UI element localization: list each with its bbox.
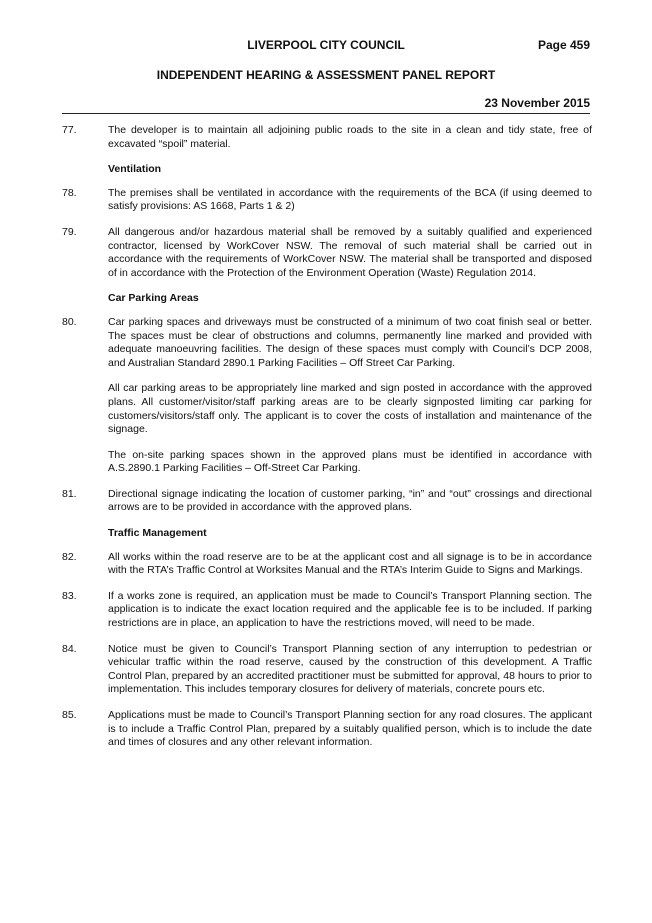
council-name: LIVERPOOL CITY COUNCIL <box>247 38 405 52</box>
condition-item <box>62 709 592 750</box>
condition-text: The developer is to maintain all adjoining public roads to the site in a clean and tidy state, free of excavated “spoil” material. <box>108 124 592 150</box>
condition-number: 83. <box>62 589 77 602</box>
condition-text: Car parking spaces and driveways must be constructed of a minimum of two coat finish seal or better. The spaces must be clear of obstructions and columns, permanently line marked and provided with adequate manoeuvring facilities. The design of these spaces must comply with Council’s DCP 2008, and Australian Standard 2890.1 Parking Facilities – Off Street Car Parking. <box>108 315 592 369</box>
report-title: INDEPENDENT HEARING & ASSESSMENT PANEL REPORT <box>156 68 496 82</box>
section-heading-traffic: Traffic Management <box>108 527 207 540</box>
condition-text: Notice must be given to Council’s Transport Planning section of any interruption to pedestrian or vehicular traffic within the road reserve, caused by the construction of this development. A Traffic Control Plan, prepared by an accredited practitioner must be submitted for approval, 48 hours to prior to implementation. This includes temporary closures for delivery of materials, concrete pours etc. <box>108 642 592 696</box>
header-divider <box>62 113 590 114</box>
condition-text: The premises shall be ventilated in accordance with the requirements of the BCA (if using deemed to satisfy provisions: AS 1668, Parts 1 & 2) <box>108 186 592 213</box>
condition-number: 78. <box>62 186 77 199</box>
condition-item <box>62 316 592 370</box>
condition-number: 82. <box>62 550 77 563</box>
condition-item <box>62 551 592 578</box>
condition-item <box>62 643 592 697</box>
condition-text: All dangerous and/or hazardous material shall be removed by a suitably qualified and experienced contractor, licensed by WorkCover NSW. The removal of such material shall be carried out in accordance with the requirements of WorkCover NSW. The material shall be transported and disposed of in accordance with the Protection of the Environment Operation (Waste) Regulation 2014. <box>108 225 592 279</box>
condition-item <box>62 187 592 214</box>
condition-number: 85. <box>62 709 77 721</box>
condition-subparagraph: All car parking areas to be appropriately line marked and sign posted in accordance with the approved plans. All customer/visitor/staff parking areas are to be clearly signposted limiting car parking for customers/visitors/staff only. The applicant is to cover the costs of installation and maintenance of the signage. <box>108 382 592 436</box>
condition-number: 77. <box>62 124 77 136</box>
condition-subparagraph: The on-site parking spaces shown in the approved plans must be identified in accordance with A.S.2890.1 Parking Facilities – Off-Street Car Parking. <box>108 448 592 475</box>
section-heading-car-parking: Car Parking Areas <box>108 292 199 305</box>
condition-text: Directional signage indicating the location of customer parking, “in” and “out” crossings and directional arrows are to be provided in accordance with the approved plans. <box>108 487 592 514</box>
condition-text: If a works zone is required, an application must be made to Council’s Transport Planning section. The application is to indicate the exact location required and the applicable fee is to be included. If parking restrictions are in place, an application to have the restrictions moved, will need to be made. <box>108 589 592 630</box>
conditions-body <box>62 124 592 762</box>
condition-number: 84. <box>62 642 77 655</box>
condition-text: Applications must be made to Council’s Transport Planning section for any road closures. The applicant is to include a Traffic Control Plan, prepared by a suitably qualified person, which is to include the date and times of closures and any other relevant information. <box>108 709 592 749</box>
page-number: Page 459 <box>537 38 590 52</box>
condition-item <box>62 590 592 631</box>
condition-item <box>62 226 592 280</box>
condition-item <box>62 488 592 515</box>
condition-number: 81. <box>62 487 77 500</box>
condition-number: 80. <box>62 315 77 328</box>
section-heading-ventilation: Ventilation <box>108 163 162 176</box>
condition-item <box>62 124 592 151</box>
condition-text: All works within the road reserve are to be at the applicant cost and all signage is to be in accordance with the RTA’s Traffic Control at Worksites Manual and the RTA’s Interim Guide to Signs and Markings. <box>108 550 592 577</box>
condition-number: 79. <box>62 225 77 238</box>
report-date: 23 November 2015 <box>484 96 590 110</box>
